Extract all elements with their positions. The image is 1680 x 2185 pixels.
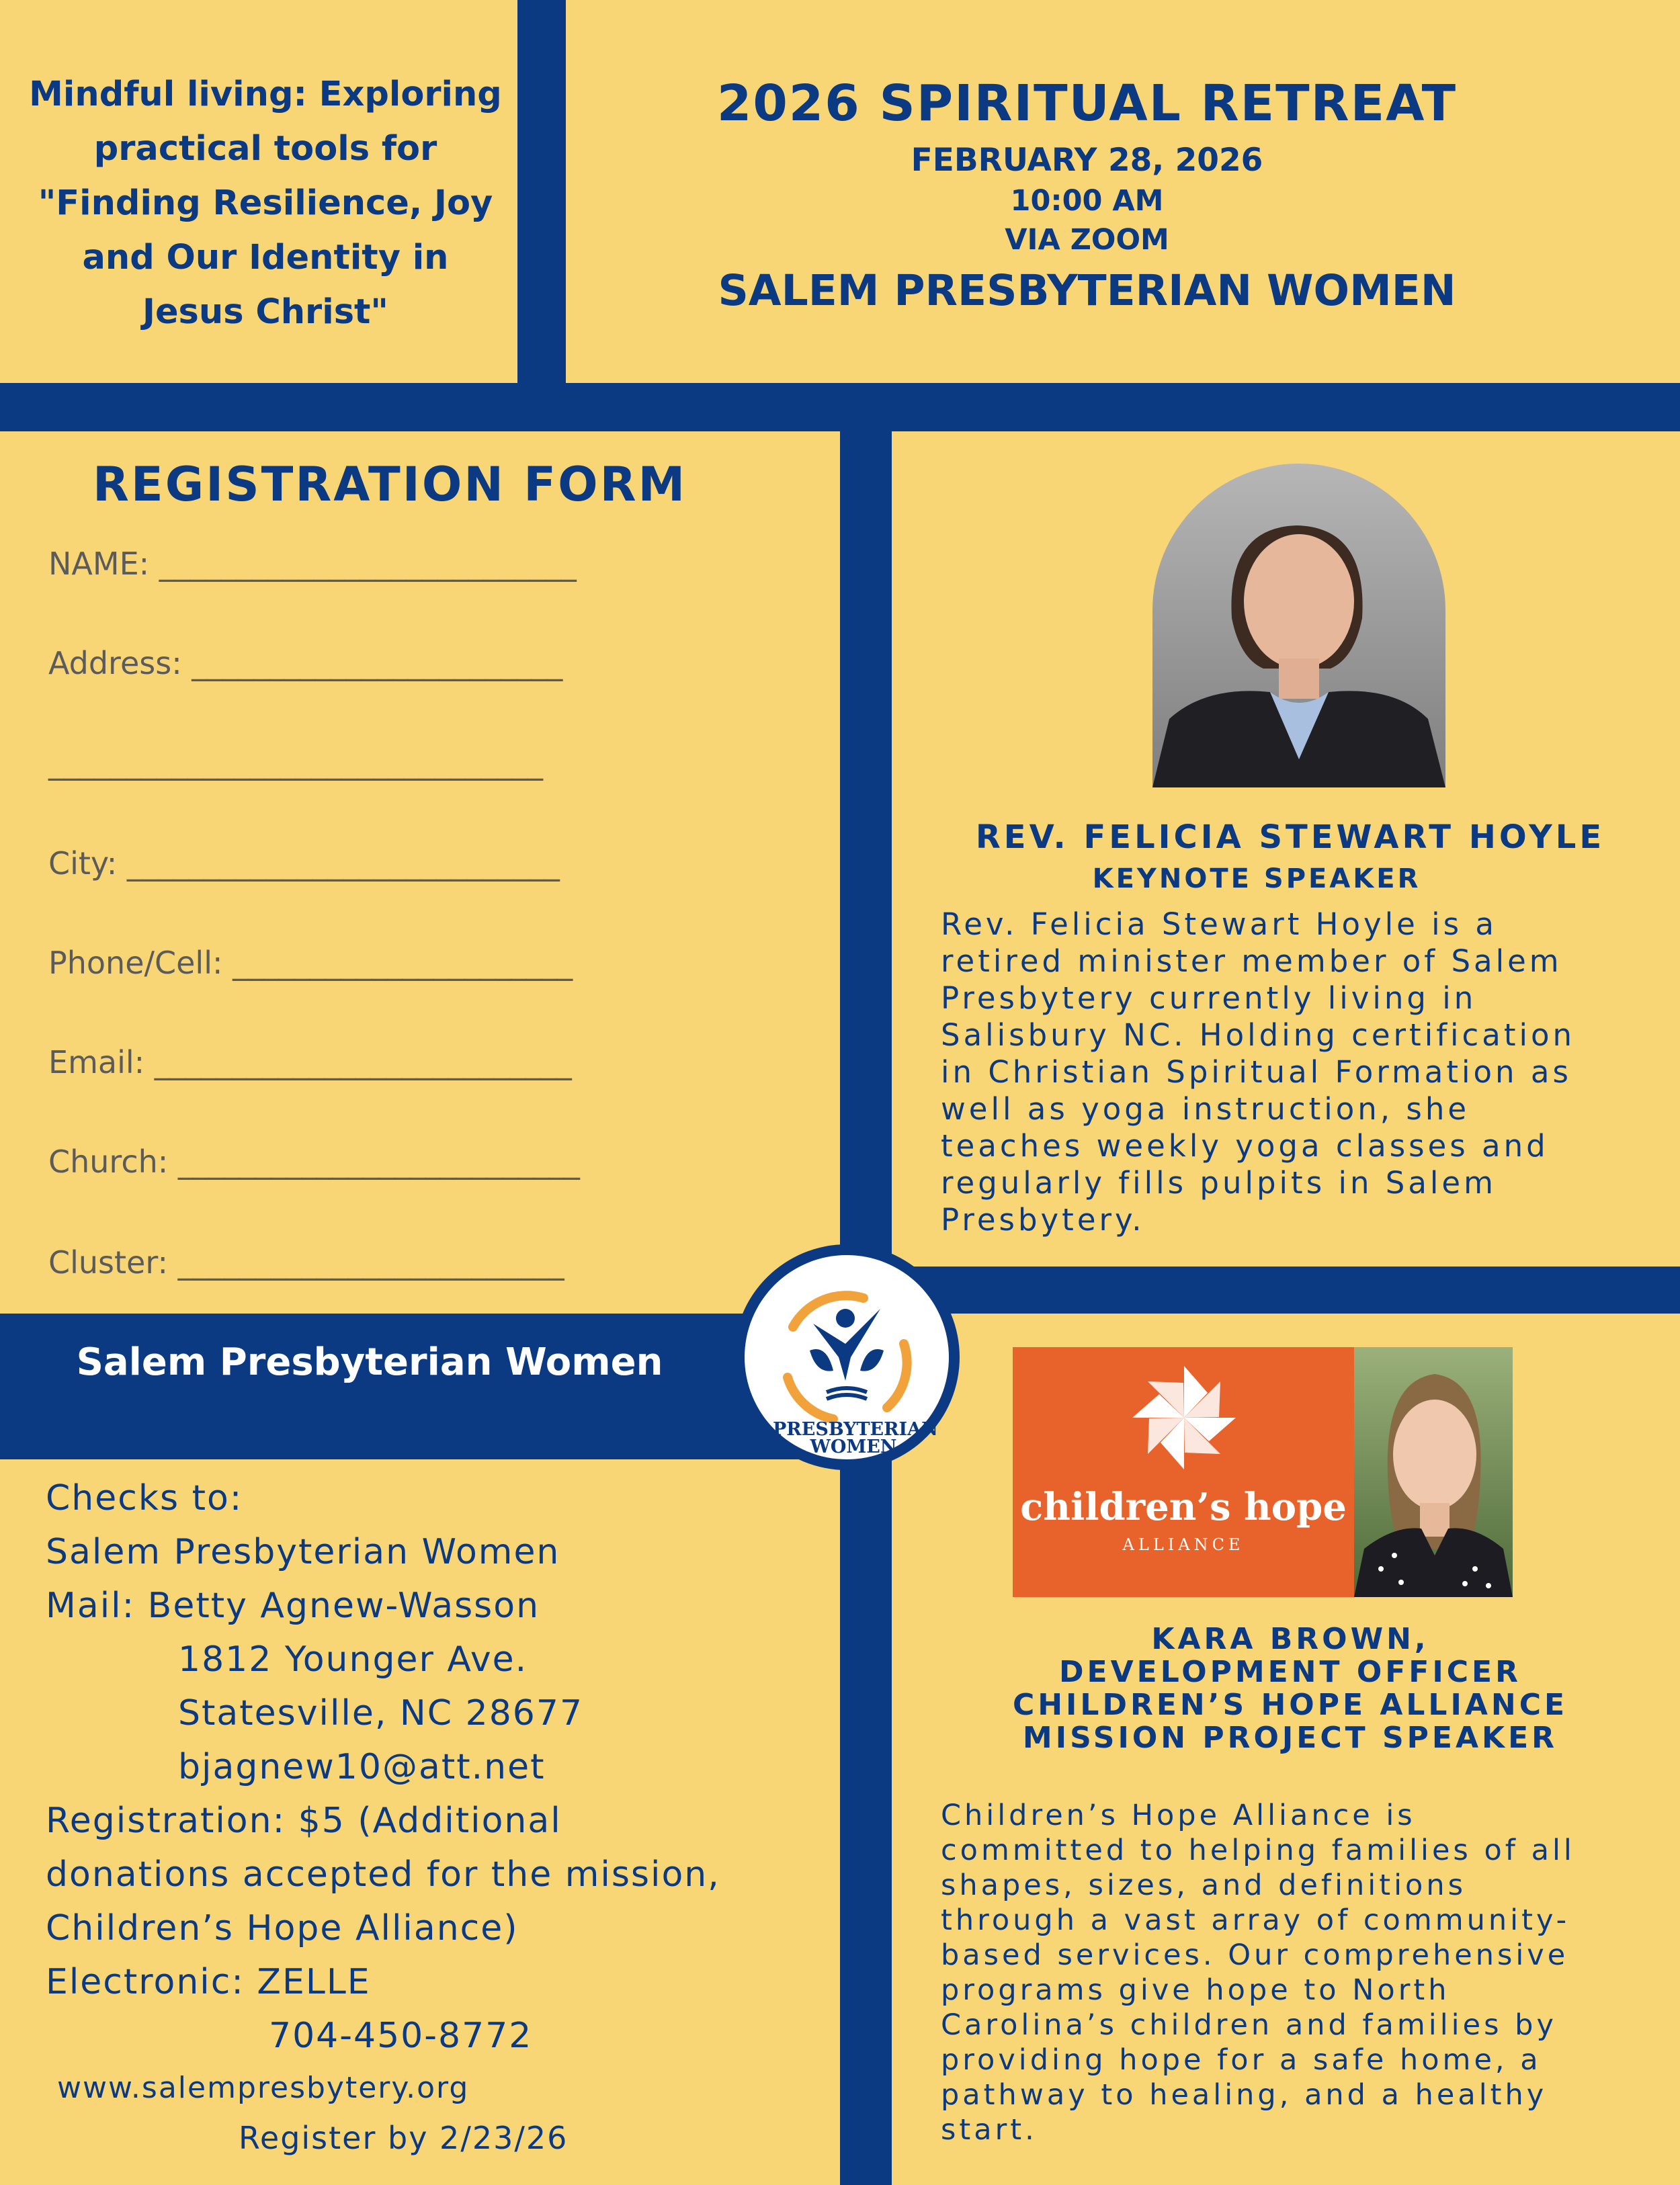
mail-email[interactable]: bjagnew10@att.net <box>178 1747 546 1787</box>
church-field[interactable]: Church: __________________________ <box>48 1144 580 1180</box>
bio-line: well as yoga instruction, she <box>941 1091 1470 1127</box>
register-deadline: Register by 2/23/26 <box>239 2120 569 2156</box>
bio-line: programs give hope to North <box>941 1973 1450 2007</box>
tagline-line: practical tools for <box>93 129 437 169</box>
bio-line: Carolina’s children and families by <box>941 2008 1557 2042</box>
divider-right-horizontal <box>867 1267 1680 1314</box>
keynote-photo <box>1152 464 1445 787</box>
name-field[interactable]: NAME: ___________________________ <box>48 546 577 582</box>
mail-line: Electronic: ZELLE <box>46 1962 371 2002</box>
kara-photo <box>1354 1347 1513 1597</box>
mission-line: KARA BROWN, <box>1151 1622 1429 1656</box>
bio-line: retired minister member of Salem <box>941 943 1562 979</box>
mail-line: Salem Presbyterian Women <box>46 1532 560 1572</box>
mission-line: DEVELOPMENT OFFICER <box>1059 1655 1521 1689</box>
website-link[interactable]: www.salempresbytery.org <box>57 2071 470 2105</box>
band-label: Salem Presbyterian Women <box>76 1340 663 1384</box>
mission-bio <box>941 1798 1646 2147</box>
cha-sub: ALLIANCE <box>1122 1535 1245 1554</box>
tagline-line: Jesus Christ" <box>142 292 388 332</box>
pinwheel-icon <box>1127 1361 1241 1475</box>
mail-phone: 704-450-8772 <box>269 2016 533 2056</box>
tagline <box>27 67 504 339</box>
event-time: 10:00 AM <box>1010 184 1164 218</box>
logo-text-line: PRESBYTERIAN <box>773 1419 938 1440</box>
mission-line: MISSION PROJECT SPEAKER <box>1022 1721 1558 1755</box>
phone-field[interactable]: Phone/Cell: ______________________ <box>48 945 573 981</box>
mail-line: Checks to: <box>46 1478 243 1518</box>
mail-line: donations accepted for the mission, <box>46 1854 720 1895</box>
cluster-field[interactable]: Cluster: _________________________ <box>48 1244 564 1281</box>
event-date: FEBRUARY 28, 2026 <box>911 142 1263 179</box>
address-field[interactable]: Address: ________________________ <box>48 645 563 681</box>
keynote-bio <box>941 906 1646 1238</box>
bio-line: in Christian Spiritual Formation as <box>941 1054 1572 1090</box>
bio-line: regularly fills pulpits in Salem <box>941 1165 1497 1201</box>
mail-line: Registration: $5 (Additional <box>46 1801 562 1841</box>
cha-wordmark: children’s hope <box>1020 1485 1347 1529</box>
logo-text <box>773 1419 938 1457</box>
event-title: 2026 SPIRITUAL RETREAT <box>716 75 1458 132</box>
bio-line: Salisbury NC. Holding certification <box>941 1017 1576 1053</box>
bio-line: based services. Our comprehensive <box>941 1938 1569 1972</box>
logo-text-line: WOMEN <box>810 1437 897 1457</box>
registration-title: REGISTRATION FORM <box>93 457 687 512</box>
mission-line: CHILDREN’S HOPE ALLIANCE <box>1012 1688 1568 1722</box>
address-line2-field[interactable]: ________________________________ <box>48 744 543 781</box>
divider-top-vertical <box>517 0 566 383</box>
mission-speaker-heading <box>921 1623 1660 1754</box>
bio-line: start. <box>941 2113 1038 2147</box>
email-field[interactable]: Email: ___________________________ <box>48 1044 572 1080</box>
bio-line: Presbytery currently living in <box>941 980 1477 1016</box>
mail-line: Mail: Betty Agnew-Wasson <box>46 1586 540 1626</box>
bio-line: teaches weekly yoga classes and <box>941 1128 1549 1164</box>
bio-line: shapes, sizes, and definitions <box>941 1869 1466 1902</box>
bio-line: through a vast array of community- <box>941 1903 1570 1937</box>
tagline-line: "Finding Resilience, Joy <box>38 183 493 223</box>
tagline-line: and Our Identity in <box>82 238 449 277</box>
tagline-line: Mindful living: Exploring <box>29 75 502 114</box>
bio-line: Presbytery. <box>941 1202 1145 1238</box>
bio-line: providing hope for a safe home, a <box>941 2043 1542 2077</box>
mail-line: Children’s Hope Alliance) <box>46 1908 519 1948</box>
event-header <box>564 74 1609 318</box>
keynote-role: KEYNOTE SPEAKER <box>1092 863 1421 894</box>
bio-line: committed to helping families of all <box>941 1834 1575 1867</box>
mail-line: 1812 Younger Ave. <box>178 1639 528 1680</box>
bio-line: pathway to healing, and a healthy <box>941 2078 1548 2112</box>
bio-line: Rev. Felicia Stewart Hoyle is a <box>941 906 1497 942</box>
event-venue: VIA ZOOM <box>1005 223 1169 257</box>
bio-line: Children’s Hope Alliance is <box>941 1799 1416 1832</box>
childrens-hope-logo <box>1013 1347 1354 1597</box>
keynote-name: REV. FELICIA STEWART HOYLE <box>975 818 1605 856</box>
presbyterian-women-logo <box>732 1243 961 1471</box>
mail-line: Statesville, NC 28677 <box>178 1693 584 1733</box>
city-field[interactable]: City: ____________________________ <box>48 845 560 882</box>
event-organization: SALEM PRESBYTERIAN WOMEN <box>718 266 1456 315</box>
